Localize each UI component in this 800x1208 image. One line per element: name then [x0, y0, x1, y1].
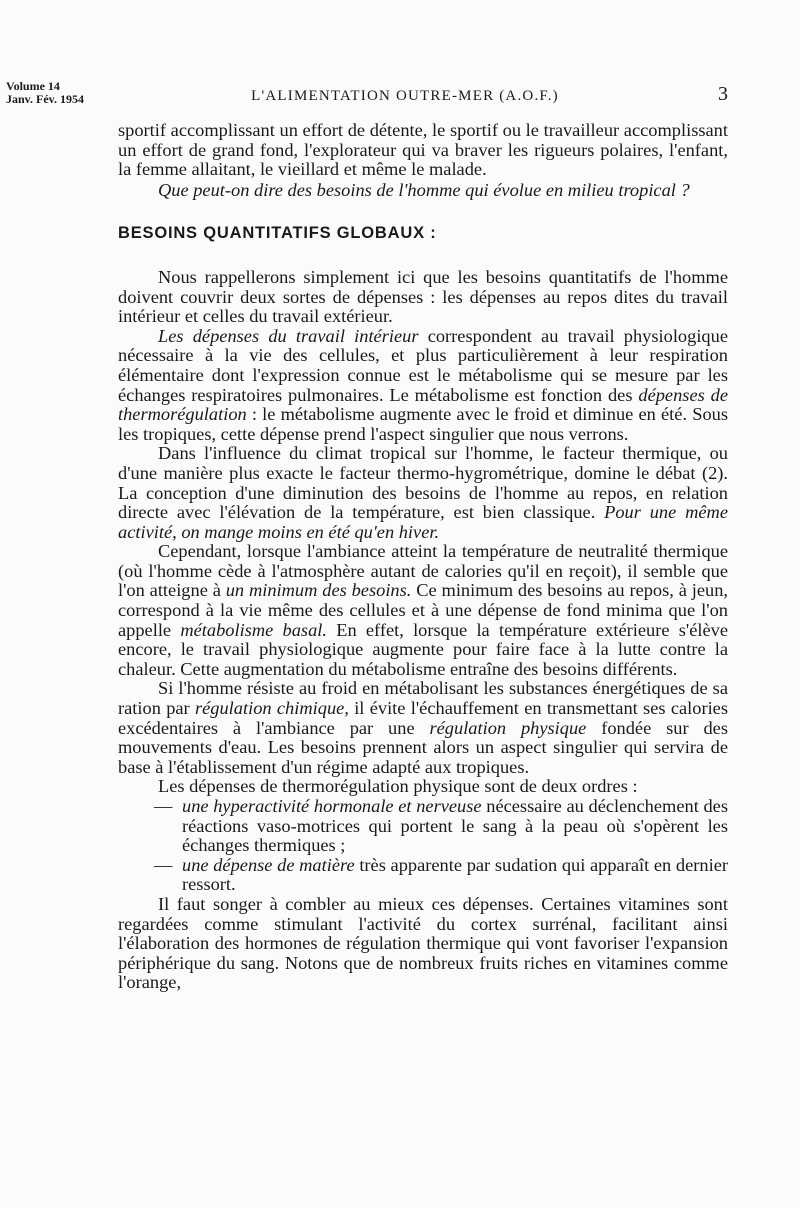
paragraph-7: Les dépenses de thermorégulation physique sont de deux ordres :	[158, 776, 638, 797]
p6-emph-1: régulation chimique,	[194, 698, 349, 719]
p6-text-2: il évite l'échauffement en transmettant ses calories excédentaires à l'ambiance par une	[118, 698, 728, 738]
p3-emph-2: dépenses de thermorégulation	[118, 384, 728, 425]
p3-text-1: correspondent au travail physiologique nécessaire à la vie des cellules, et plus particulièrement à leur respiration élémentaire dont l'expression connue est le métabolisme qui se mesure par les échanges respiratoires pulmonaires. Le métabolisme est fonction des	[118, 325, 728, 405]
p3-emph-1: Les dépenses du travail intérieur	[158, 325, 419, 346]
paragraph-4	[118, 444, 728, 542]
dash-marker: —	[154, 854, 173, 875]
p3-text-2: : le métabolisme augmente avec le froid et diminue en été. Sous les tropiques, cette dépense prend l'aspect singulier que nous verrons.	[118, 404, 728, 444]
paragraph-6	[118, 679, 728, 777]
section-heading: BESOINS QUANTITATIFS GLOBAUX :	[118, 224, 437, 243]
volume-number: Volume 14	[6, 79, 60, 93]
issue-date: Janv. Fév. 1954	[6, 92, 85, 106]
list-item-text	[182, 856, 728, 895]
p6-text-1: Si l'homme résiste au froid en métabolisant les substances énergétiques de sa ration par	[118, 678, 728, 719]
p5-text-2: Ce minimum des besoins au repos, à jeun, correspond à la vie même des cellules et à une dépense de fond minima que l'on appelle	[118, 580, 728, 640]
paragraph-2: Nous rappellerons simplement ici que les besoins quantitatifs de l'homme doivent couvrir deux sortes de dépenses : les dépenses au repos dites du travail intérieur et celles du travail extérieur.	[118, 266, 728, 327]
p5-text-3: En effet, lorsque la température extérieure s'élève encore, le travail physiologique augmente pour faire face à la lutte contre la chaleur. Cette augmentation du métabolisme entraîne des besoins différents.	[118, 619, 729, 679]
paragraph-1: sportif accomplissant un effort de détente, le sportif ou le travailleur accomplissant un effort de grand fond, l'explorateur qui va braver les rigueurs polaires, l'enfant, la femme allaitant, le vieillard et même le malade.	[118, 120, 728, 180]
p5-emph-1: un minimum des besoins.	[225, 580, 412, 601]
b1-emph: une hyperactivité hormonale et nerveuse	[182, 796, 482, 816]
p6-text-3: fondée sur des mouvements d'eau. Les besoins prennent alors un aspect singulier qui servira de base à l'établissement d'un régime adapté aux tropiques.	[118, 717, 728, 777]
p4-text: Dans l'influence du climat tropical sur l'homme, le facteur thermique, ou d'une manière plus exacte le facteur thermo-hygrométrique, domine le débat (2). La conception d'une diminution des besoins de l'homme au repos, en relation directe avec l'élévation de la température, est bien classique.	[118, 443, 728, 523]
p5-text-1: Cependant, lorsque l'ambiance atteint la température de neutralité thermique (où l'homme cède à l'atmosphère autant de calories qu'il en reçoit), il semble que l'on atteigne à	[118, 541, 728, 601]
p6-emph-2: régulation physique	[429, 717, 587, 738]
volume-info	[6, 80, 84, 106]
list-item	[154, 856, 728, 895]
list-item	[154, 797, 728, 856]
b2-emph: une dépense de matière	[182, 854, 355, 875]
dash-marker: —	[154, 796, 173, 816]
question-paragraph	[118, 181, 728, 201]
page-body	[118, 121, 728, 993]
paragraph-8: Il faut songer à combler au mieux ces dépenses. Certaines vitamines sont regardées comme stimulant l'activité du cortex surrénal, facilitant ainsi l'élaboration des hormones de régulation thermique qui vont favoriser l'expansion périphérique du sang. Notons que de nombreux fruits riches en vitamines comme l'orange,	[118, 893, 728, 993]
running-title: L'ALIMENTATION OUTRE-MER (A.O.F.)	[251, 88, 559, 104]
page-number: 3	[718, 83, 728, 105]
p4-emph: Pour une même activité, on mange moins en été qu'en hiver.	[118, 502, 728, 542]
list-item-text	[182, 797, 728, 856]
paragraph-3	[118, 327, 728, 445]
b2-text: très apparente par sudation qui apparaît en dernier ressort.	[182, 854, 728, 895]
question-text: Que peut-on dire des besoins de l'homme qui évolue en milieu tropical ?	[158, 179, 690, 200]
paragraph-5	[118, 542, 728, 679]
p5-emph-2: métabolisme basal.	[180, 619, 327, 640]
b1-text: nécessaire au déclenchement des réactions vaso-motrices qui portent le sang à la peau où s'opèrent les échanges thermiques ;	[182, 796, 728, 856]
